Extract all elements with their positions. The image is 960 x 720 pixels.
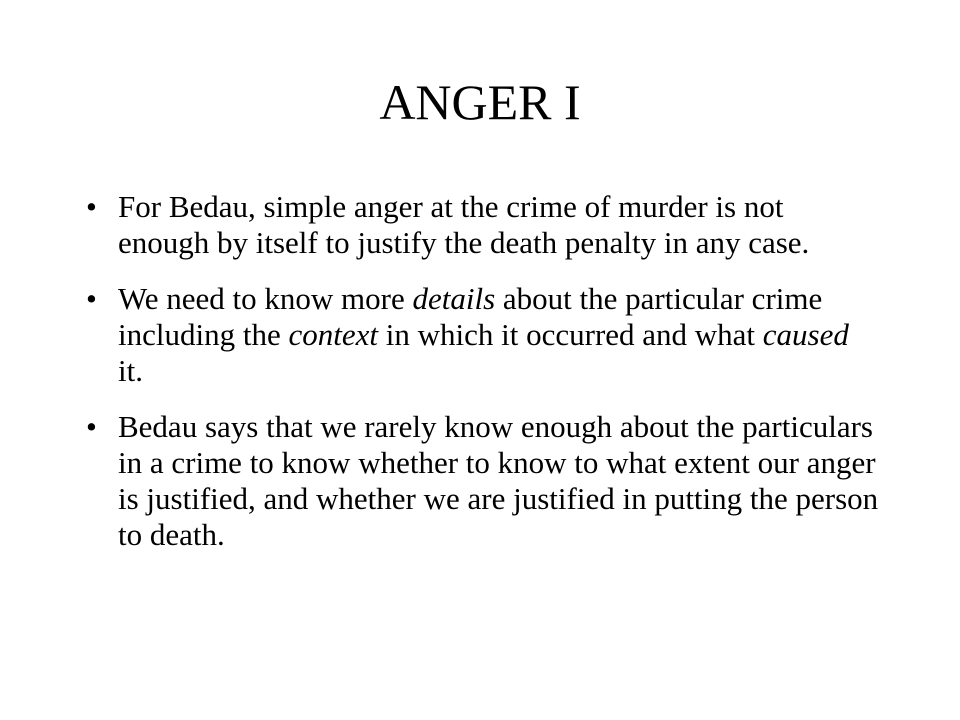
bullet-icon: • xyxy=(86,409,97,444)
slide-title: ANGER I xyxy=(379,74,581,130)
bullet-text: Bedau says that we rarely know enough about the particulars in a crime to know whether to know to what extent our anger is justified, and whether we are justified in putting the person to death. xyxy=(118,409,879,552)
bullet-item-1 xyxy=(80,189,880,261)
bullet-icon: • xyxy=(86,189,97,224)
bullet-icon: • xyxy=(86,281,97,316)
bullet-list xyxy=(80,189,880,573)
bullet-item-3 xyxy=(80,409,880,553)
bullet-text: For Bedau, simple anger at the crime of murder is not enough by itself to justify the death penalty in any case. xyxy=(118,189,810,260)
emphasis-details: details xyxy=(412,281,496,316)
bullet-text: it. xyxy=(118,353,143,388)
bullet-text: about the particular crime including the xyxy=(118,281,823,352)
bullet-text: in which it occurred and what xyxy=(378,317,763,352)
emphasis-caused: caused xyxy=(762,317,849,352)
emphasis-context: context xyxy=(288,317,378,352)
bullet-item-2 xyxy=(80,281,880,389)
bullet-text: We need to know more xyxy=(118,281,413,316)
